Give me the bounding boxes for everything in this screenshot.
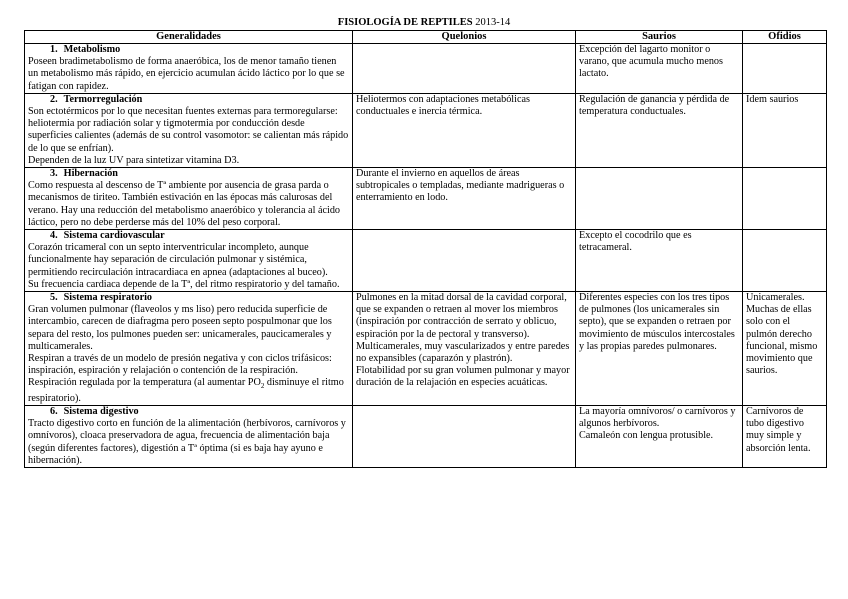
header-ofidios: Ofidios <box>743 31 827 44</box>
section-title: 5. Sistema respiratorio <box>50 292 153 304</box>
section-title: 6. Sistema digestivo <box>50 405 139 417</box>
cell-text: Respiran a través de un modelo de presión negativa y con ciclos trifásicos: inspiración, espiración y relajación o contención de la respiración. Respiración regulada por la temperatura (al aumentar $PO_2$ disminuye el ritmo respiratorio). <box>28 353 344 404</box>
cell-text: Poseen bradimetabolismo de forma anaeróbica, los de menor tamaño tienen un metabolismo más rápido, en ejercicio acumulan ácido láctico por lo que se fatigan con rapidez. <box>28 56 345 92</box>
cell-ofidios: Idem saurios <box>743 93 827 167</box>
header-row <box>25 31 827 44</box>
cell-quelonios <box>353 230 576 292</box>
cell-saurios: Excepción del lagarto monitor o varano, que acumula mucho menos lactato. <box>576 44 743 94</box>
cell-text: Gran volumen pulmonar (flaveolos y ms liso) pero reducida superficie de intercambio, carecen de diafragma pero poseen septo pospulmonar que los separa del resto, los pulmones pueden ser: unicamerales, paucicamerales y multicamerales. <box>28 304 332 352</box>
title-main: FISIOLOGÍA DE REPTILES <box>337 17 473 28</box>
table-row <box>25 93 827 167</box>
cell-text: Su frecuencia cardiaca depende de la Tª, del ritmo respiratorio y del tamaño. <box>28 278 340 290</box>
section-title: 2. Termorregulación <box>50 93 143 105</box>
cell-ofidios: Unicamerales. Muchas de ellas solo con el pulmón derecho funcional, mismo movimiento que saurios. <box>743 292 827 406</box>
table-row <box>25 292 827 406</box>
section-title: 4. Sistema cardiovascular <box>50 230 165 242</box>
cell-saurios: Excepto el cocodrilo que es tetracameral. <box>576 230 743 292</box>
header-saurios: Saurios <box>576 31 743 44</box>
cell-text: Flotabilidad por su gran volumen pulmonar y mayor duración de la relajación en especies acuáticas. <box>356 365 570 389</box>
cell-quelonios <box>353 405 576 467</box>
cell-quelonios <box>353 44 576 94</box>
cell-text: Tracto digestivo corto en función de la alimentación (herbívoros, carnívoros y omnívoros), cloaca preservadora de agua, frecuencia de alimentación baja (según diferentes factores), digestión a Tª óptima (si es baja hay ayuno e hibernación). <box>28 418 346 466</box>
cell-saurios: Diferentes especies con los tres tipos de pulmones (los unicamerales sin septo), que se expanden o retraen por movimiento de músculos intercostales y las propias paredes pulmonares. <box>576 292 743 406</box>
table-row <box>25 405 827 467</box>
cell-generalidades <box>25 405 353 467</box>
header-generalidades: Generalidades <box>25 31 353 44</box>
cell-generalidades <box>25 292 353 406</box>
section-title: 3. Hibernación <box>50 168 118 180</box>
cell-text: Como respuesta al descenso de Tª ambiente por ausencia de grasa parda o mecanismos de tiriteo. También estivación en las épocas más calurosas del verano. Hay una reducción del metabolismo anaeróbico y tolerancia al ácido láctico, pero no debe perderse más del 10% del peso corporal. <box>28 180 341 228</box>
table-row <box>25 230 827 292</box>
cell-ofidios <box>743 230 827 292</box>
cell-text: Son ectotérmicos por lo que necesitan fuentes externas para termoregularse: heliotermia por radiación solar y tigmotermia por conducción desde superficies calientes (además de su control vasomotor: se calientan más rápido de lo que se enfrían). <box>28 106 349 154</box>
cell-text: Corazón tricameral con un septo interventricular incompleto, aunque funcionalmente hay separación de circulación pulmonar y sistémica, permitiendo recirculación intracardiaca en apnea (adaptaciones al buceo). <box>28 242 328 278</box>
cell-text: La mayoría omnívoros/ o carnívoros y algunos herbívoros. <box>579 405 736 430</box>
physiology-table <box>24 30 827 468</box>
cell-generalidades <box>25 168 353 230</box>
cell-ofidios: Carnívoros de tubo digestivo muy simple y absorción lenta. <box>743 405 827 467</box>
page-title <box>0 17 848 29</box>
cell-saurios: Regulación de ganancia y pérdida de temperatura conductuales. <box>576 93 743 167</box>
cell-generalidades <box>25 44 353 94</box>
section-title: 1. Metabolismo <box>50 44 121 55</box>
cell-quelonios <box>353 292 576 406</box>
table-row <box>25 168 827 230</box>
cell-text: Camaleón con lengua protusible. <box>579 430 714 442</box>
title-year: 2013-14 <box>475 17 511 28</box>
cell-generalidades <box>25 93 353 167</box>
subscript-2: 2 <box>260 382 265 391</box>
cell-generalidades <box>25 230 353 292</box>
cell-text: Pulmones en la mitad dorsal de la cavidad corporal, que se expanden o retraen al mover los miembros (inspiración por contracción de serrato y oblicuo, espiración por la de pectoral y transverso). Multicamerales, muy vascularizados y entre paredes no expansibles (caparazón y plastrón). <box>356 292 570 365</box>
cell-ofidios <box>743 168 827 230</box>
cell-saurios <box>576 168 743 230</box>
cell-text: Dependen de la luz UV para sintetizar vitamina D3. <box>28 154 240 166</box>
table-row <box>25 44 827 94</box>
header-quelonios: Quelonios <box>353 31 576 44</box>
cell-quelonios: Durante el invierno en aquellos de áreas subtropicales o templadas, mediante madrigueras o enterramiento en lodo. <box>353 168 576 230</box>
cell-quelonios: Heliotermos con adaptaciones metabólicas conductuales e inercia térmica. <box>353 93 576 167</box>
cell-saurios <box>576 405 743 467</box>
cell-ofidios <box>743 44 827 94</box>
